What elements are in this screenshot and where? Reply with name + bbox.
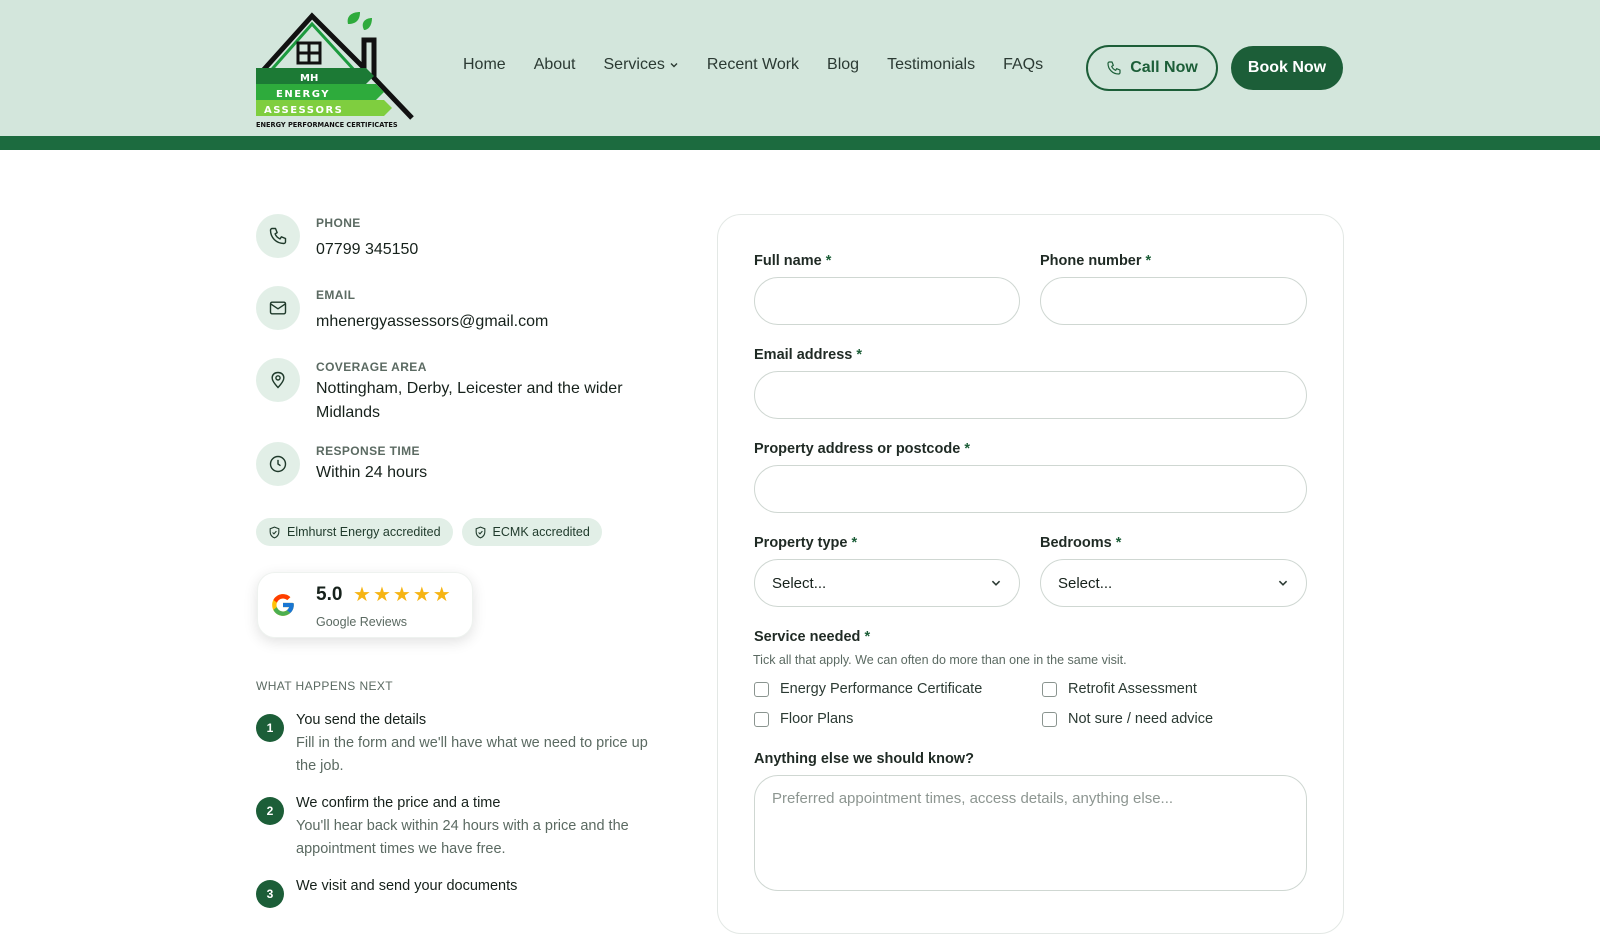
service-needed-label bbox=[754, 629, 870, 645]
clock-icon-circle bbox=[256, 442, 300, 486]
step-title: We confirm the price and a time bbox=[296, 795, 501, 811]
google-reviews-card[interactable] bbox=[257, 572, 473, 638]
service-option-label: Floor Plans bbox=[780, 711, 854, 727]
required-mark: * bbox=[825, 253, 832, 269]
badge-elmhurst bbox=[256, 518, 453, 546]
logo-house-icon bbox=[256, 12, 412, 118]
nav-about[interactable]: About bbox=[533, 56, 576, 73]
full-name-label bbox=[754, 253, 831, 269]
email-label: EMAIL bbox=[316, 288, 356, 302]
full-name-label-text: Full name bbox=[754, 253, 822, 269]
star-icon: ★ bbox=[432, 584, 451, 606]
property-address-label bbox=[754, 441, 970, 457]
star-icon: ★ bbox=[392, 584, 411, 606]
checkbox[interactable] bbox=[754, 712, 769, 727]
property-type-select[interactable] bbox=[754, 559, 1020, 607]
service-option-label: Energy Performance Certificate bbox=[780, 681, 983, 697]
service-option-label: Not sure / need advice bbox=[1068, 711, 1214, 727]
badge-elmhurst-label: Elmhurst Energy accredited bbox=[287, 525, 441, 539]
step-description: You'll hear back within 24 hours with a price and the appointment times we have free. bbox=[296, 818, 629, 857]
star-icon: ★ bbox=[412, 584, 431, 606]
email-value[interactable]: mhenergyassessors@gmail.com bbox=[316, 313, 549, 330]
step-number: 3 bbox=[256, 880, 284, 908]
nav-blog[interactable]: Blog bbox=[827, 56, 860, 73]
service-hint: Tick all that apply. We can often do more than one in the same visit. bbox=[753, 653, 1127, 667]
notes-textarea[interactable] bbox=[754, 775, 1307, 891]
shield-check-icon bbox=[474, 526, 487, 539]
required-mark: * bbox=[851, 535, 858, 551]
bedrooms-label-text: Bedrooms bbox=[1040, 535, 1112, 551]
contact-phone bbox=[256, 214, 656, 262]
required-mark: * bbox=[856, 347, 863, 363]
required-mark: * bbox=[1115, 535, 1122, 551]
notes-label: Anything else we should know? bbox=[754, 751, 974, 767]
service-option-not-sure[interactable] bbox=[1042, 711, 1213, 727]
logo[interactable] bbox=[256, 10, 418, 128]
header-divider-band bbox=[0, 136, 1600, 150]
call-now-label: Call Now bbox=[1130, 59, 1198, 76]
response-value: Within 24 hours bbox=[316, 464, 428, 481]
logo-tagline: ENERGY PERFORMANCE CERTIFICATES bbox=[256, 121, 398, 128]
coverage-label: COVERAGE AREA bbox=[316, 360, 427, 374]
step-1 bbox=[256, 710, 651, 778]
step-2 bbox=[256, 793, 651, 861]
logo-line-1: MH bbox=[300, 73, 319, 84]
map-pin-icon-circle bbox=[256, 358, 300, 402]
email-address-input[interactable] bbox=[754, 371, 1307, 419]
phone-icon-circle bbox=[256, 214, 300, 258]
phone-number-input[interactable] bbox=[1040, 277, 1307, 325]
step-number: 1 bbox=[256, 714, 284, 742]
star-icon: ★ bbox=[353, 584, 371, 606]
book-now-button[interactable]: Book Now bbox=[1231, 46, 1343, 90]
notes-placeholder: Preferred appointment times, access details, anything else... bbox=[772, 790, 1174, 807]
required-mark: * bbox=[1145, 253, 1152, 269]
what-happens-next-title: WHAT HAPPENS NEXT bbox=[256, 679, 394, 693]
mail-icon bbox=[268, 298, 288, 318]
required-mark: * bbox=[964, 441, 970, 457]
phone-value[interactable]: 07799 345150 bbox=[316, 241, 419, 258]
logo-line-2: ENERGY bbox=[276, 89, 330, 100]
service-option-epc[interactable] bbox=[754, 681, 982, 697]
checkbox[interactable] bbox=[754, 682, 769, 697]
nav-testimonials[interactable]: Testimonials bbox=[887, 56, 976, 73]
star-rating bbox=[353, 585, 451, 605]
email-address-label bbox=[754, 347, 862, 363]
service-option-retrofit[interactable] bbox=[1042, 681, 1197, 697]
phone-icon bbox=[268, 226, 288, 246]
property-address-input[interactable] bbox=[754, 465, 1307, 513]
main-nav bbox=[463, 56, 1043, 74]
nav-faqs[interactable]: FAQs bbox=[1003, 56, 1044, 73]
chevron-down-icon bbox=[669, 60, 679, 70]
step-description: Fill in the form and we'll have what we need to price up the job. bbox=[296, 735, 648, 774]
badge-ecmk bbox=[462, 518, 602, 546]
phone-number-label bbox=[1040, 253, 1151, 269]
bedrooms-select[interactable] bbox=[1040, 559, 1307, 607]
contact-email bbox=[256, 286, 656, 334]
required-mark: * bbox=[864, 629, 871, 645]
contact-response bbox=[256, 442, 656, 486]
logo-line-3: ASSESSORS bbox=[264, 105, 344, 116]
accreditation-badges bbox=[256, 518, 602, 546]
property-type-value: Select... bbox=[772, 574, 827, 592]
bedrooms-label bbox=[1040, 535, 1121, 551]
response-label: RESPONSE TIME bbox=[316, 444, 420, 458]
checkbox[interactable] bbox=[1042, 712, 1057, 727]
coverage-value: Nottingham, Derby, Leicester and the wider Midlands bbox=[316, 380, 623, 421]
property-address-label-text: Property address or postcode bbox=[754, 441, 961, 457]
property-type-label-text: Property type bbox=[754, 535, 848, 551]
rating-value: 5.0 bbox=[316, 584, 343, 605]
step-3 bbox=[256, 876, 517, 908]
step-title: We visit and send your documents bbox=[296, 878, 518, 894]
chevron-down-icon bbox=[1277, 577, 1289, 589]
google-logo-icon bbox=[270, 592, 296, 618]
badge-ecmk-label: ECMK accredited bbox=[492, 525, 590, 539]
step-number: 2 bbox=[256, 797, 284, 825]
mail-icon-circle bbox=[256, 286, 300, 330]
call-now-button[interactable] bbox=[1086, 45, 1218, 91]
nav-services-label: Services bbox=[603, 56, 665, 73]
full-name-input[interactable] bbox=[754, 277, 1020, 325]
reviews-label: Google Reviews bbox=[316, 615, 408, 629]
email-address-label-text: Email address bbox=[754, 347, 853, 363]
service-needed-label-text: Service needed bbox=[754, 629, 861, 645]
service-option-label: Retrofit Assessment bbox=[1068, 681, 1197, 697]
step-title: You send the details bbox=[296, 712, 427, 728]
phone-number-label-text: Phone number bbox=[1040, 253, 1142, 269]
phone-icon bbox=[1106, 60, 1122, 76]
nav-home[interactable]: Home bbox=[463, 56, 506, 73]
star-icon: ★ bbox=[372, 584, 391, 606]
nav-services[interactable] bbox=[604, 56, 679, 74]
map-pin-icon bbox=[268, 370, 288, 390]
shield-check-icon bbox=[268, 526, 281, 539]
phone-label: PHONE bbox=[316, 216, 361, 230]
chevron-down-icon bbox=[990, 577, 1002, 589]
bedrooms-value: Select... bbox=[1058, 574, 1113, 592]
checkbox[interactable] bbox=[1042, 682, 1057, 697]
nav-recent-work[interactable]: Recent Work bbox=[706, 56, 800, 73]
service-option-floor-plans[interactable] bbox=[754, 711, 853, 727]
clock-icon bbox=[268, 454, 288, 474]
property-type-label bbox=[754, 535, 857, 551]
contact-coverage bbox=[256, 358, 656, 425]
